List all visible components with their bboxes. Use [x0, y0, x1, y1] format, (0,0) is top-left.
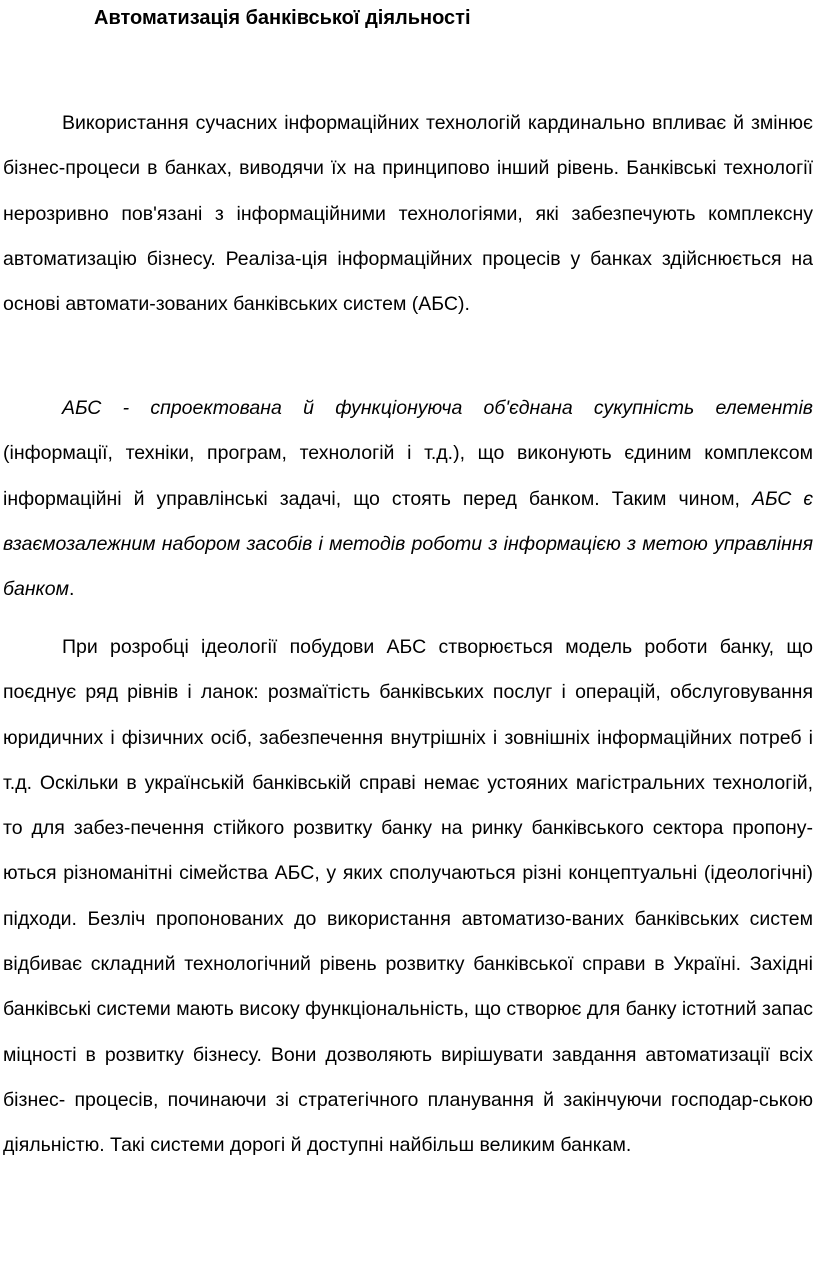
definition-summary-italic: АБС є взаємозалежним набором засобів і методів роботи з інформацією з метою управління банком	[3, 487, 813, 601]
paragraph-definition	[3, 386, 813, 612]
definition-body-text: (інформації, техніки, програм, технологій і т.д.), що виконують єдиним комплексом інформаційні й управлінські задачі, що стоять перед банком. Таким чином,	[3, 442, 813, 510]
document-title: Автоматизація банківської діяльності	[94, 7, 471, 29]
paragraph-intro: Використання сучасних інформаційних технологій кардинально впливає й змінює бізнес-процеси в банках, виводячи їх на принципово інший рівень. Банківські технології нерозривно пов'язані з інформаційними технологіями, які забезпечують комплексну автоматизацію бізнесу. Реаліза-ція інформаційних процесів у банках здійснюється на основі автомати-зованих банківських систем (АБС).	[3, 112, 813, 316]
definition-end-text: .	[68, 578, 75, 601]
paragraph-ideology: При розробці ідеології побудови АБС створюється модель роботи банку, що поєднує ряд рівнів і ланок: розмаїтість банківських послуг і операцій, обслуговування юридичних і фізичних осіб, забезпечення внутрішніх і зовнішніх інформаційних потреб і т.д. Оскільки в українській банківській справі немає устояних магістральних технологій, то для забез-печення стійкого розвитку банку на ринку банківського сектора пропону-ються різноманітні сімейства АБС, у яких сполучаються різні концептуальні (ідеологічні) підходи. Безліч пропонованих до використання автоматизо-ваних банківських систем відбиває складний технологічний рівень розвитку банківської справи в Україні. Західні банківські системи мають високу функціональність, що створює для банку істотний запас міцності в розвитку бізнесу. Вони дозволяють вирішувати завдання автоматизації всіх бізнес- процесів, починаючи зі стратегічного планування й закінчуючи господар-ською діяльністю. Такі системи дорогі й доступні найбільш великим банкам.	[3, 636, 813, 1157]
definition-italic-text: АБС - спроектована й функціонуюча об'єднана сукупність елементів	[62, 397, 813, 419]
